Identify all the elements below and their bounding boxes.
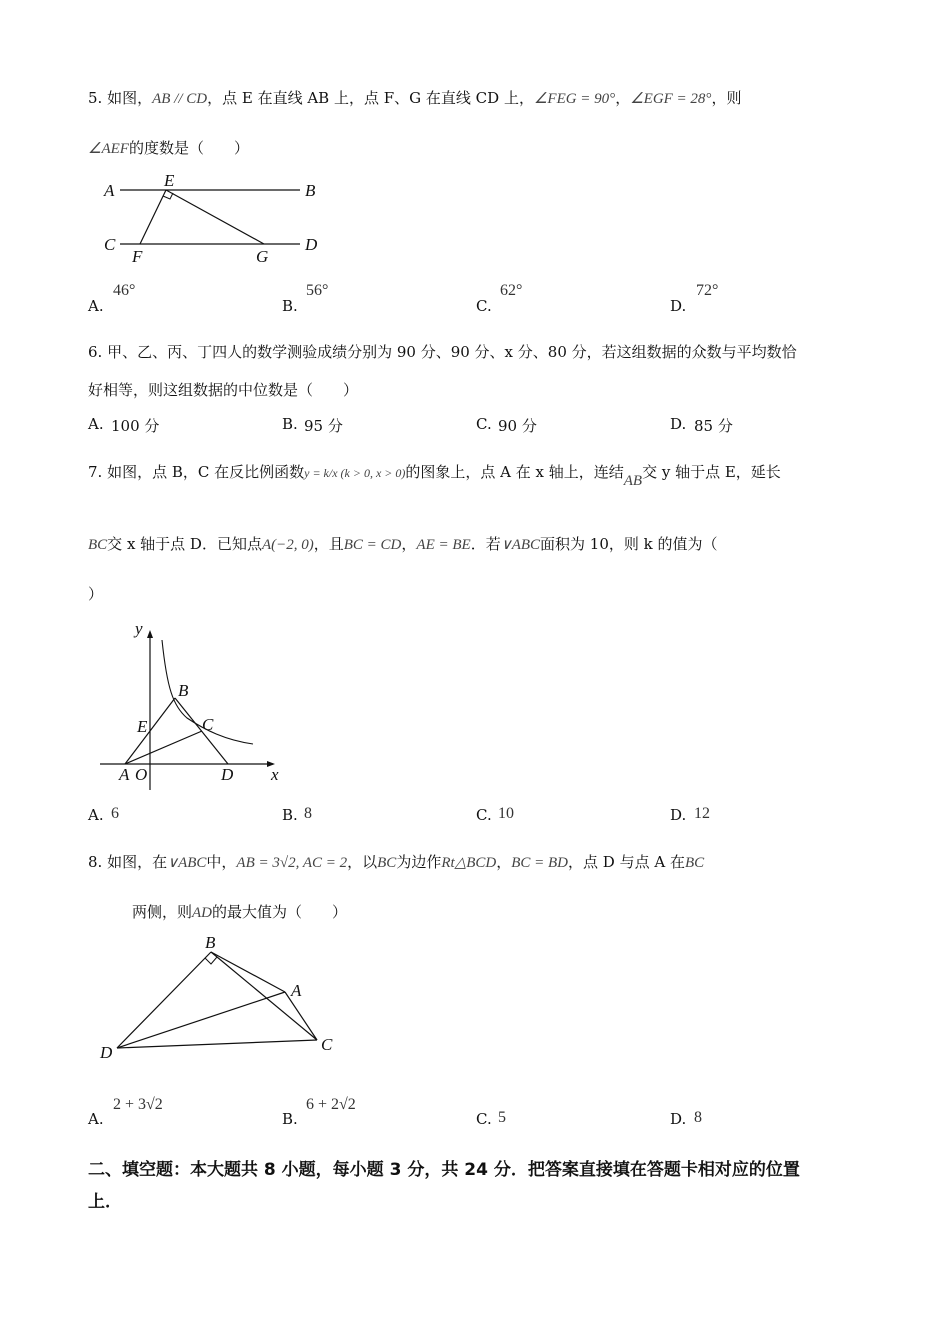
q8-bc2: BC: [684, 855, 705, 871]
q6-stem-line2: 好相等，则这组数据的中位数是（ ）: [88, 381, 359, 399]
q7-cond-ae-be: AE = BE: [416, 537, 471, 553]
q5-stem-line2: [88, 138, 249, 159]
q7-sep: ，: [401, 535, 417, 553]
label-a: A: [291, 981, 302, 1000]
q7-option-c-letter: C.: [476, 806, 492, 824]
q8-cond: AB = 3√2, AC = 2: [236, 855, 348, 871]
q8-text: ，以: [347, 853, 378, 871]
q7-figure: [95, 618, 295, 798]
segment-ef: [140, 190, 166, 244]
q5-stem-line1: [88, 88, 741, 109]
q7-option-c-value[interactable]: 10: [498, 805, 514, 822]
segment-ba: [211, 952, 285, 992]
q8-stem-line2: [132, 902, 347, 923]
q8-option-d-value[interactable]: 8: [694, 1109, 702, 1126]
q8-triangle: ∨ABC: [167, 855, 207, 871]
q5-option-a-letter: A.: [88, 297, 104, 315]
section2-heading-line1: 二、填空题：本大题共 8 小题，每小题 3 分，共 24 分．把答案直接填在答题卡相对应的位置: [88, 1160, 800, 1180]
q5-text: ，则: [711, 89, 742, 107]
segment-dc: [117, 1040, 317, 1048]
q5-option-d-value[interactable]: 72°: [696, 282, 719, 299]
label-d: D: [221, 765, 234, 784]
q8-option-a-letter: A.: [88, 1110, 104, 1128]
segment-da: [117, 992, 285, 1048]
q5-option-b-letter: B.: [282, 297, 298, 315]
q7-function: y = k/x (k > 0, x > 0): [304, 466, 406, 480]
q5-text: 的度数是（ ）: [128, 139, 249, 157]
q6-stem-line1: 6. 甲、乙、丙、丁四人的数学测验成绩分别为 90 分、90 分、x 分、80 分，若这组数据的众数与平均数恰: [88, 343, 797, 361]
q7-text: 面积为 10，则 k 的值为（: [540, 535, 718, 553]
q5-sep: ，: [615, 89, 631, 107]
q8-option-b-value[interactable]: 6 + 2√2: [306, 1096, 356, 1113]
q7-option-b-letter: B.: [282, 806, 298, 824]
label-c: C: [321, 1035, 333, 1054]
q7-text: 交 y 轴于点 E，延长: [642, 463, 781, 481]
label-f: F: [132, 247, 143, 266]
q7-text: ，且: [313, 535, 344, 553]
label-g: G: [256, 247, 269, 266]
label-o: O: [135, 765, 148, 784]
q7-triangle: ∨ABC: [500, 537, 541, 553]
q7-cond-bc-cd: BC = CD: [343, 537, 402, 553]
label-d: D: [305, 235, 318, 254]
q8-text: 为边作: [396, 853, 442, 871]
q7-text: 交 x 轴于点 D．已知点: [107, 535, 262, 553]
q8-ad: AD: [192, 905, 213, 921]
q8-sep: ，: [496, 853, 512, 871]
q5-option-c-letter: C.: [476, 297, 492, 315]
segment-bd: [117, 952, 211, 1048]
q7-text: 的图象上，点 A 在 x 轴上，连结: [405, 463, 624, 481]
y-axis-arrow: [147, 630, 153, 638]
label-a: A: [104, 181, 115, 200]
q5-text: 5. 如图，: [88, 89, 153, 107]
q7-text: ．若: [470, 535, 501, 553]
q8-option-c-letter: C.: [476, 1110, 492, 1128]
q8-text: 的最大值为（ ）: [212, 903, 348, 921]
q8-rt-triangle: Rt△BCD: [441, 855, 497, 871]
q7-stem-line2: [88, 534, 718, 555]
q8-bc: BC: [377, 855, 397, 871]
q5-option-a-value[interactable]: 46°: [113, 282, 136, 299]
q7-stem-line1: [88, 462, 781, 489]
label-b: B: [178, 681, 189, 700]
q6-option-a-letter: A.: [88, 415, 104, 433]
q8-cond2: BC = BD: [511, 855, 569, 871]
label-b: B: [205, 933, 216, 952]
q8-option-b-letter: B.: [282, 1110, 298, 1128]
q5-option-b-value[interactable]: 56°: [306, 282, 329, 299]
q6-option-c-letter: C.: [476, 415, 492, 433]
q6-option-b-letter: B.: [282, 415, 298, 433]
q8-text: 8. 如图，在: [88, 853, 168, 871]
q6-option-a-value[interactable]: 100 分: [111, 417, 160, 435]
q8-text: 中，: [206, 853, 237, 871]
q7-option-b-value[interactable]: 8: [304, 805, 312, 822]
q7-point-a: A(−2, 0): [261, 537, 314, 553]
q6-option-d-letter: D.: [670, 415, 687, 433]
q8-option-c-value[interactable]: 5: [498, 1109, 506, 1126]
q6-option-c-value[interactable]: 90 分: [498, 417, 537, 435]
label-a: A: [119, 765, 130, 784]
label-c: C: [104, 235, 116, 254]
segment-eg: [166, 190, 264, 244]
q5-angle-aef: ∠AEF: [88, 141, 129, 157]
q7-option-d-letter: D.: [670, 806, 687, 824]
q5-parallel-expr: AB // CD: [152, 91, 208, 107]
q8-stem-line1: [88, 852, 704, 873]
q7-option-a-letter: A.: [88, 806, 104, 824]
label-x: x: [271, 765, 279, 784]
label-b: B: [305, 181, 316, 200]
q8-text: 两侧，则: [132, 903, 193, 921]
q8-option-d-letter: D.: [670, 1110, 687, 1128]
q5-figure: [100, 172, 330, 267]
q8-text: ，点 D 与点 A 在: [568, 853, 685, 871]
q5-angle-egf: ∠EGF = 28°: [630, 91, 712, 107]
label-e: E: [137, 717, 148, 736]
label-y: y: [135, 619, 143, 638]
q7-option-a-value[interactable]: 6: [111, 805, 119, 822]
q7-text: 7. 如图，点 B，C 在反比例函数: [88, 463, 305, 481]
q7-option-d-value[interactable]: 12: [694, 805, 710, 822]
q5-option-d-letter: D.: [670, 297, 687, 315]
q5-option-c-value[interactable]: 62°: [500, 282, 523, 299]
label-d: D: [100, 1043, 113, 1062]
q7-ab: AB: [623, 473, 643, 489]
section2-heading-line2: 上．: [88, 1192, 122, 1212]
q7-bc: BC: [88, 537, 108, 553]
right-angle-mark: [205, 957, 217, 964]
label-e: E: [164, 171, 175, 190]
q8-option-a-value[interactable]: 2 + 3√2: [113, 1096, 163, 1113]
q6-option-d-value[interactable]: 85 分: [694, 417, 733, 435]
q8-figure: [95, 930, 355, 1065]
q5-text: ，点 E 在直线 AB 上，点 F、G 在直线 CD 上，: [207, 89, 534, 107]
label-c: C: [202, 715, 214, 734]
q7-stem-line3: ）: [88, 585, 104, 603]
q5-angle-feg: ∠FEG = 90°: [533, 91, 616, 107]
q6-option-b-value[interactable]: 95 分: [304, 417, 343, 435]
